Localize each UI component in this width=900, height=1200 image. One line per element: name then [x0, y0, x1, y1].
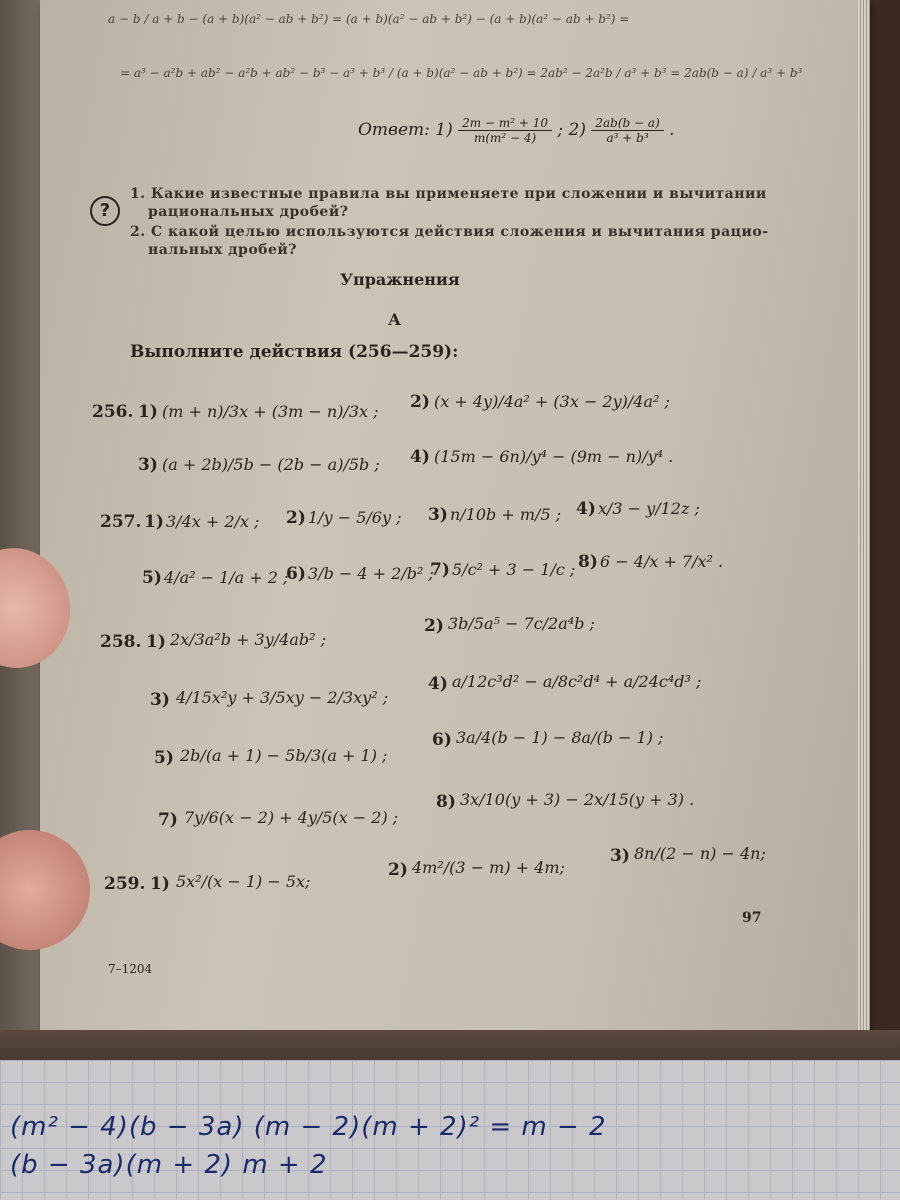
problem-258-5: 2b/(a + 1) − 5b/3(a + 1) ; — [180, 746, 388, 765]
page-edges — [858, 0, 870, 1030]
answer-label: Ответ: — [358, 120, 430, 140]
problem-257-6: 3/b − 4 + 2/b² ; — [308, 564, 434, 583]
problem-256-3-label: 3) — [138, 455, 158, 475]
problem-256-2: (x + 4y)/4a² + (3x − 2y)/4a² ; — [434, 392, 670, 411]
problem-257-4: x/3 − y/12z ; — [598, 499, 700, 518]
page-code: 7–1204 — [108, 962, 153, 976]
problem-257-1-label: 1) — [144, 512, 164, 532]
section-subtitle: А — [388, 310, 402, 329]
handwriting-line-1: (m² − 4)(b − 3a) (m − 2)(m + 2)² = m − 2 — [10, 1112, 607, 1142]
problem-256-3: (a + 2b)/5b − (2b − a)/5b ; — [162, 455, 380, 474]
problem-257-3: n/10b + m/5 ; — [450, 505, 562, 524]
problem-256-4-label: 4) — [410, 447, 430, 467]
problem-259-2: 4m²/(3 − m) + 4m; — [412, 858, 565, 877]
answer-number-1: 1) — [435, 120, 453, 140]
problem-258-7: 7y/6(x − 2) + 4y/5(x − 2) ; — [184, 808, 399, 827]
question-1-line-2: рациональных дробей? — [148, 204, 349, 220]
instruction: Выполните действия (256—259): — [130, 342, 459, 362]
problem-257-5: 4/a² − 1/a + 2 ; — [164, 568, 289, 587]
problem-259-number: 259. — [104, 874, 146, 894]
problem-258-7-label: 7) — [158, 810, 178, 830]
problem-258-4: a/12c³d² − a/8c²d⁴ + a/24c⁴d³ ; — [452, 672, 702, 691]
problem-258-4-label: 4) — [428, 674, 448, 694]
question-2-line-2: нальных дробей? — [148, 242, 297, 258]
top-formula-2: = a³ − a²b + ab² − a²b + ab² − b³ − a³ + b³ / (a + b)(a² − ab + b²) = 2ab² − 2a²b / a³ + b³ = 2ab(b − a) / a³ + b³ — [120, 66, 803, 80]
problem-257-2-label: 2) — [286, 508, 306, 528]
page-number: 97 — [742, 910, 762, 926]
problem-256-1-label: 1) — [138, 402, 158, 422]
question-1-line-1: 1. Какие известные правила вы применяете при сложении и вычитании — [130, 186, 767, 202]
answer-1-denominator: m(m² − 4) — [473, 131, 537, 145]
answer-separator: ; — [557, 120, 564, 140]
problem-258-8-label: 8) — [436, 792, 456, 812]
problem-259-3-label: 3) — [610, 846, 630, 866]
answer-1-numerator: 2m − m² + 10 — [458, 116, 552, 131]
problem-257-7-label: 7) — [430, 560, 450, 580]
problem-258-1-label: 1) — [146, 632, 166, 652]
problem-258-6: 3a/4(b − 1) − 8a/(b − 1) ; — [456, 728, 664, 747]
question-icon: ? — [90, 196, 120, 226]
problem-257-8-label: 8) — [578, 552, 598, 572]
problem-259-2-label: 2) — [388, 860, 408, 880]
problem-258-number: 258. — [100, 632, 142, 652]
problem-256-2-label: 2) — [410, 392, 430, 412]
answer-2-denominator: a³ + b³ — [606, 131, 649, 145]
problem-258-8: 3x/10(y + 3) − 2x/15(y + 3) . — [460, 790, 695, 809]
question-2-line-1: 2. С какой целью используются действия сложения и вычитания рацио- — [130, 224, 769, 240]
problem-257-4-label: 4) — [576, 499, 596, 519]
problem-258-3-label: 3) — [150, 690, 170, 710]
problem-256-4: (15m − 6n)/y⁴ − (9m − n)/y⁴ . — [434, 447, 674, 466]
top-formula-1: a − b / a + b − (a + b)(a² − ab + b²) = (a + b)(a² − ab + b²) − (a + b)(a² − ab + b²) = — [108, 12, 630, 26]
section-title: Упражнения — [340, 270, 460, 289]
problem-256-number: 256. — [92, 402, 134, 422]
problem-258-2-label: 2) — [424, 616, 444, 636]
problem-258-2: 3b/5a⁵ − 7c/2a⁴b ; — [448, 614, 595, 633]
problem-256-1: (m + n)/3x + (3m − n)/3x ; — [162, 402, 379, 421]
problem-257-2: 1/y − 5/6y ; — [308, 508, 402, 527]
problem-258-5-label: 5) — [154, 748, 174, 768]
problem-257-3-label: 3) — [428, 505, 448, 525]
problem-257-7: 5/c² + 3 − 1/c ; — [452, 560, 576, 579]
problem-257-6-label: 6) — [286, 564, 306, 584]
answer-2-numerator: 2ab(b − a) — [591, 116, 663, 131]
problem-257-number: 257. — [100, 512, 142, 532]
problem-258-6-label: 6) — [432, 730, 452, 750]
problem-259-1: 5x²/(x − 1) − 5x; — [176, 872, 311, 891]
problem-258-3: 4/15x²y + 3/5xy − 2/3xy² ; — [176, 688, 389, 707]
handwriting-line-2: (b − 3a)(m + 2) m + 2 — [10, 1150, 328, 1180]
answer-end: . — [669, 120, 675, 140]
answer-line — [358, 116, 675, 145]
problem-257-5-label: 5) — [142, 568, 162, 588]
problem-259-1-label: 1) — [150, 874, 170, 894]
problem-257-1: 3/4x + 2/x ; — [166, 512, 260, 531]
answer-number-2: 2) — [568, 120, 586, 140]
problem-257-8: 6 − 4/x + 7/x² . — [600, 552, 724, 571]
problem-258-1: 2x/3a²b + 3y/4ab² ; — [170, 630, 327, 649]
problem-259-3: 8n/(2 − n) − 4n; — [634, 844, 766, 863]
